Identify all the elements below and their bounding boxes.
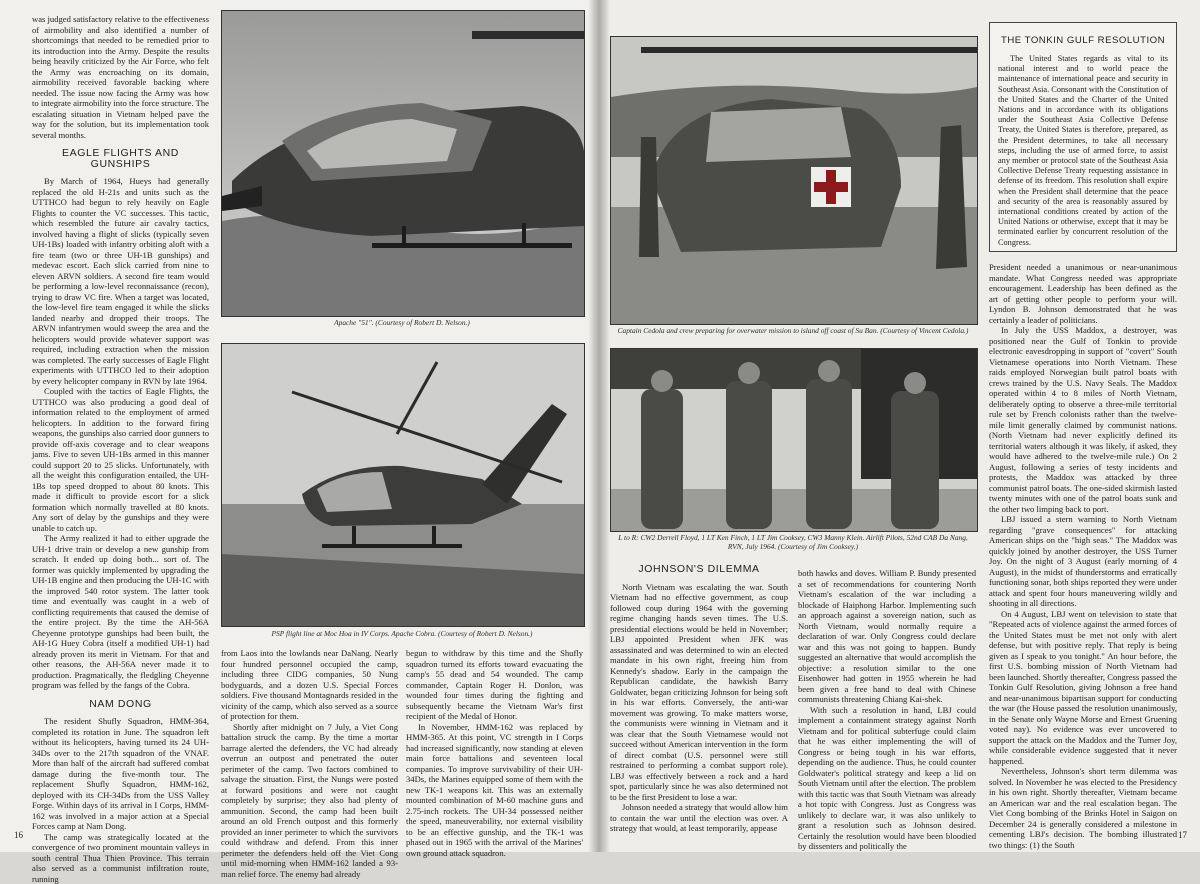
election-paragraph: Nevertheless, Johnson's short term dilemma was solved. In November he was elected to the Presidency in his own right. Shortly thereafter, Vietnam became an American war and the real escalation began. The Viet Cong bombing of the Brinks Hotel in Saigon on December 24 is generally considered a milestone in cementing LBJ's decision. The bombing illustrated two things: (1) the South: [989, 766, 1177, 850]
sidebar-title: THE TONKIN GULF RESOLUTION: [998, 35, 1168, 46]
left-column-2: [221, 648, 398, 828]
eagle-paragraph-1: By March of 1964, Hueys had generally replaced the old H-21s and units such as the UTTHCO had begun to rely heavily on Eagle Flights to counter the VC successes. This tactic, which resembled the future air cavalry tactics, involved having a flight of slicks (typically seven UH-1Bs) loaded with infantry orbiting aloft with a fire team (two or three UH-1B gunships) and medevac escort. Each slick carried from nine to eleven ARVN soldiers. A second fire team would be performing a low-level reconnaissance (recon), trying to draw VC fire. When a target was located, the low-level fire team engaged it while the slicks landed nearby and dropped their troops. The ARVN infantrymen would sweep the area and the helicopters would provide whatever support was required, including extraction when the mission was completed. The early successes of Eagle Flight experiments with UTTHCO led to their adoption by every helicopter company in RVN by late 1964.: [32, 176, 209, 386]
warning-paragraph: LBJ issued a stern warning to North Vietnam regarding "grave consequences" for attacking American ships on the "high seas." The Maddox was quickly joined by another destroyer, the USS Turner Joy. On the night of 3 August (early morning of 4 August), in the midst of thunderstorms and erratically functioning sonar, both ships reported they were under attack and spent four hours maneuvering wildly and shooting in all directions.: [989, 514, 1177, 609]
photo-psp-flight-line-caption: PSP flight line at Moc Hoa in IV Corps. Apache Cobra. (Courtesy of Robert D. Nelson.): [221, 629, 583, 638]
photo-apache-51: [221, 10, 585, 317]
cobra-helicopter-photo: [222, 11, 584, 316]
tonkin-sidebar-box: [989, 22, 1177, 252]
nam-dong-heading: NAM DONG: [32, 699, 209, 710]
left-column-3: [406, 648, 583, 828]
left-column-1: [32, 14, 209, 826]
johnson-paragraph-2: Johnson needed a strategy that would allow him to contain the war until the election was over. A strategy that would, at least temporarily, appease: [610, 802, 788, 834]
book-gutter-shadow: [588, 0, 610, 852]
johnsons-dilemma-heading: JOHNSON'S DILEMMA: [610, 564, 788, 575]
page-number-right: 17: [1178, 830, 1187, 840]
photo-cedola-caption: Captain Cedola and crew preparing for overwater mission to island off coast of Su Ban. (Courtesy of Vincent Cedola.): [610, 326, 976, 335]
photo-psp-flight-line: [221, 343, 585, 627]
television-paragraph: On 4 August, LBJ went on television to state that "Repeated acts of violence against the armed forces of the United States must be met not only with alert defense, but with positive reply. That reply is being given as I speak to you tonight." An hour before, the first U.S. bombing mission of North Vietnam had been launched. Shortly thereafter, Congress passed the Tonkin Gulf Resolution, giving Johnson a free hand and near-unanimous bipartisan support for conducting the war (the House passed the resolution unanimously, in the Senate only Wayne Morse and Ernest Gruening voted nay). No evidence was ever uncovered to support the attack on the Maddox and the Turner Joy, while considerable evidence suggested that it never happened.: [989, 609, 1177, 767]
resolution-paragraph: With such a resolution in hand, LBJ could implement a containment strategy against North Vietnam and for political subterfuge could claim that he was either implementing the will of Congress or being tough in his war efforts, depending on the audience. Thus, he could counter Goldwater's political strategy and keep a lid on South Vietnam until after the election. The problem with this tactic was that South Vietnam was already a hot topic with Congress. Just as Congress was unlikely to declare war, it was also unlikely to grant a resolution such as Johnson desired. Certainly the resolution would have been bloodied by dissenters and politically the: [798, 705, 976, 852]
right-page: [598, 0, 1200, 852]
eagle-paragraph-2: Coupled with the tactics of Eagle Flights, the UTTHCO was also producing a good deal of information related to the employment of armed helicopters. In addition to the forward firing weapons, the gunships also carried door gunners to provide off-axis coverage and to clear weapons jams. Five to seven UH-1Bs armed in this manner could support 20 to 25 slicks. Unfortunately, with all the weight this configuration entailed, the UH-1Bs top speed dropped to about 80 knots. This made it difficult to provide escort for a slick formation which normally travelled at 80 knots. Any sort of delay by the gunships and they were unable to catch up.: [32, 386, 209, 533]
johnson-paragraph-1: North Vietnam was escalating the war. South Vietnam had no effective government, as coup followed coup during 1964 with the governing regime changing hands seven times. The U.S. presidential elections would be held in November; LBJ appointed President when JFK was assassinated and was determined to win an elected mandate in his own right, freeing him from Kennedy's shadow. Early in the campaign the Republican candidate, the hawkish Barry Goldwater, began criticizing Johnson for being soft in his war efforts. Conversely, the anti-war movement was growing. To make matters worse, the communists were winning in Vietnam and it was clear that the South Vietnamese would not succeed without American intervention in the form of direct combat (U.S. personnel were still restrained to performing a combat support role). LBJ was effectively between a rock and a hard spot, particularly since he was also determined not to be the first President to lose a war.: [610, 582, 788, 803]
col2-paragraph-1: from Laos into the lowlands near DaNang. Nearly four hundred personnel occupied the camp, including three CIDG companies, 50 Nung bodyguards, and a dozen U.S. Special Forces soldiers. Five thousand Montagnards resided in the vicinity of the camp, which also served as a source of protection for them.: [221, 648, 398, 722]
mandate-paragraph: President needed a unanimous or near-unanimous mandate. What Congress needed was appropriate encouragement. Leadership has been defined as the art of getting other people to perform your will. Lyndon B. Johnson demonstrated that he was certainly a leader of politicians.: [989, 262, 1177, 325]
eagle-paragraph-3: The Army realized it had to either upgrade the UH-1 drive train or develop a new gunship from scratch. It ended up doing both... sort of. The former was quickly implemented by upgrading the UH-1B engine and then producing the UH-1C with the improved 540 rotor system. The latter took time and eventually was caught in a web of conflicting requirements that caused the demise of the entire project. By the time the AH-56A Cheyenne prototype gunships had been built, the AH-1G Huey Cobra (itself a modified UH-1) had already proven its merit in Vietnam. For that and other reasons, the AH-56A never made it to production. Pragmatically, the fledgling Cheyenne program was felled by the fangs of the Cobra.: [32, 533, 209, 691]
four-pilots-photo: [611, 349, 977, 531]
eagle-flights-heading: EAGLE FLIGHTS AND GUNSHIPS: [32, 148, 209, 169]
col2-paragraph-2: Shortly after midnight on 7 July, a Viet Cong battalion struck the camp. By the time a mortar barrage alerted the defenders, the VC had already overrun an outpost and penetrated the outer perimeter of the camp. Two factors combined to salvage the situation. First, the Nungs were posted at forward positions and were not caught completely by surprise; they also had plenty of ammunition. Second, the camp had been built around an old French outpost and this formerly provided an inner perimeter to which the survivors could withdraw and defend. From this inner perimeter the defenders held off the Viet Cong until mid-morning when HMM-162 landed a 93-man relief force. The enemy had already: [221, 722, 398, 880]
page-number-left: 16: [14, 830, 23, 840]
sidebar-body: The United States regards as vital to its national interest and to world peace the maintenance of international peace and security in Southeast Asia. Consonant with the Constitution of the United States and the Charter of the United Nations and in accordance with its obligations under the Southeast Asia Collective Defense Treaty, the United States is therefore, prepared, as the President determines, to take all necessary steps, including the use of armed force, to assist any member or protocol state of the Southeast Asia Collective Defense Treaty requesting assistance in defense of its freedom. This resolution shall expire when the President shall determine that the peace and security of the area is reasonably assured by international conditions created by action of the United Nations or otherwise, except that it may be terminated earlier by concurrent resolution of the Congress.: [998, 54, 1168, 248]
maddox-paragraph: In July the USS Maddox, a destroyer, was positioned near the Gulf of Tonkin to provide electronic eavesdropping in support of "covert" South Vietnamese operations into North Vietnam. These raids employed Norwegian built patrol boats with crews trained by the U.S. Navy Seals. The Maddox operated within 4 to 8 miles of North Vietnam, deliberately opting to observe a three-mile territorial rule set by French colonists rather than the twelve-mile limit generally claimed by communist nations. (North Vietnam had never explicitly defined its territorial waters although it was likely, if asked, they would have adhered to the twelve-mile rule.) On 2 August, following a series of testy incidents and protests, the Maddox was attacked by three communist patrol boats. The one-sided skirmish lasted twenty minutes with one of the patrol boats sunk and the other two limping back to port.: [989, 325, 1177, 514]
right-column-3: [989, 262, 1177, 832]
photo-apache-51-caption: Apache "51". (Courtesy of Robert D. Nelson.): [221, 318, 583, 327]
left-page: [0, 0, 598, 852]
photo-airlift-pilots: [610, 348, 978, 532]
photo-airlift-caption: L to R: CW2 Derrell Floyd, 1 LT Ken Finch, 1 LT Jim Cooksey, CW3 Manny Klein. Airlift Pilots, 52nd CAB Da Nang, RVN, July 1964. (Courtesy of Jim Cooksey.): [610, 533, 976, 551]
flight-line-helicopter-photo: [222, 344, 584, 626]
right-column-1: [610, 562, 788, 832]
photo-cedola-crew: [610, 36, 978, 325]
namdong-paragraph-2: The camp was strategically located at the convergence of two prominent mountain valleys in south central Thua Thien Province. This terrain also served as a communist infiltration route, running: [32, 832, 209, 884]
col3-paragraph-1: begun to withdraw by this time and the Shufly squadron turned its efforts toward evacuating the camp's 55 dead and 54 wounded. The camp commander, Captain Roger H. Donlon, was wounded four times during the fighting and subsequently became the Vietnam War's first recipient of the Medal of Honor.: [406, 648, 583, 722]
col3-paragraph-2: In November, HMM-162 was replaced by HMM-365. At this point, VC strength in I Corps had increased significantly, now standing at eleven main force battalions and seventeen local companies. To improve survivability of their UH-34Ds, the Marines equipped some of them with the new TK-1 weapons kit. This was an externally mounted combination of M-60 machine guns and 2.75-inch rockets. The UH-34 possessed neither the speed, maneuverability, nor external visibility to be an effective gunship, and the TK-1 was phased out in 1965 with the arrival of the Marines' own ground attack squadron.: [406, 722, 583, 859]
huey-medevac-photo: [611, 37, 977, 324]
right-column-2: [798, 568, 976, 832]
namdong-paragraph-1: The resident Shufly Squadron, HMM-364, completed its rotation in June. The squadron left without its helicopters, having turned its 24 UH-34Ds over to the 217th squadron of the VNAF. More than half of the aircraft had suffered combat damage during the five-month tour. The replacement Shufly Squadron, HMM-162, deployed with its CH-34Ds from the USS Valley Forge. Within days of its arrival in I Corps, HMM-162 was involved in a major action at a Special Forces camp at Nam Dong.: [32, 716, 209, 832]
bundy-paragraph: both hawks and doves. William P. Bundy presented a set of recommendations for countering North Vietnam's escalation of the war including a blockade of Haiphong Harbor. Implementing such an approach against a sovereign nation, such as North Vietnam, would normally require a declaration of war. Only Congress could declare war and this was not going to happen. Bundy suggested an alternative that would accomplish the objective: a resolution similar to the one Eisenhower had gotten in 1955 wherein he had been given a free hand to deal with Chinese communists threatening Chiang Kai-shek.: [798, 568, 976, 705]
intro-paragraph: was judged satisfactory relative to the effectiveness of airmobility and also identified a number of shortcomings that needed to be remedied prior to its introduction into the Army. Despite the results being heavily criticized by the Air Force, who felt the Army was encroaching on its domain, airmobility received favorable backing where needed. The issue now facing the Army was how to integrate airmobility into the force structure. The escalating situation in Vietnam helped pave the way for the solution, but its implementation took several months.: [32, 14, 209, 140]
